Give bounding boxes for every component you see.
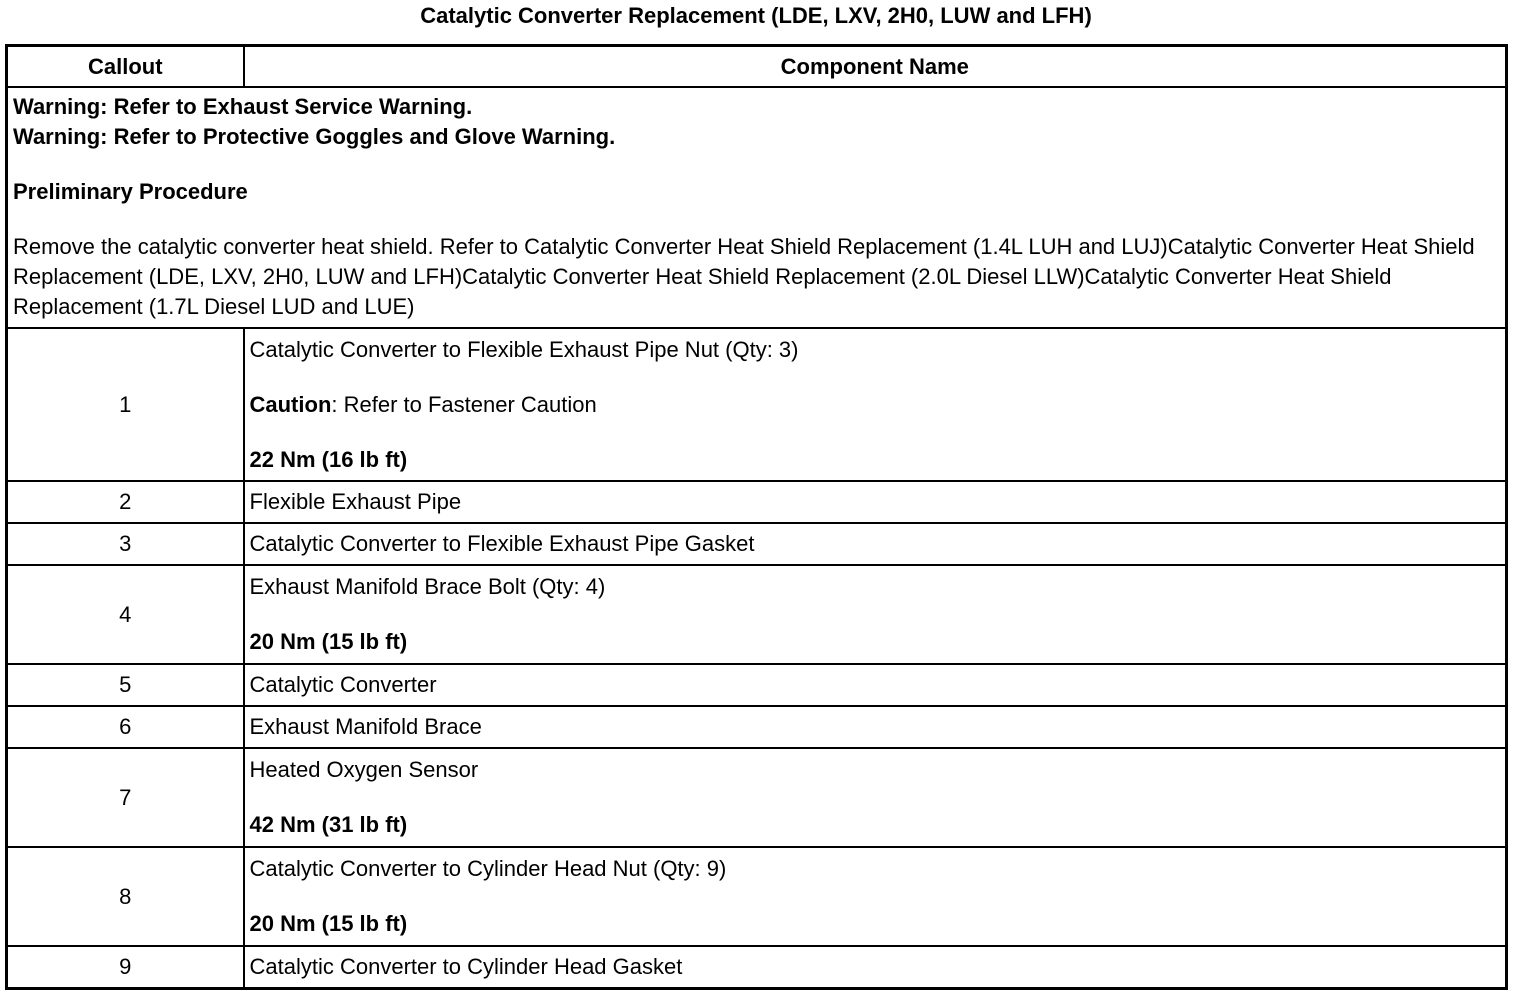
callout-number: 7	[7, 748, 244, 847]
table-header-row	[7, 46, 1507, 88]
component-name: Catalytic Converter	[244, 664, 1507, 706]
warning-goggles-glove: Warning: Refer to Protective Goggles and Glove Warning.	[13, 124, 616, 149]
callout-number: 8	[7, 847, 244, 946]
component-name	[244, 847, 1507, 946]
callout-number: 3	[7, 523, 244, 565]
header-callout: Callout	[7, 46, 244, 88]
caution-text: : Refer to Fastener Caution	[331, 392, 597, 417]
table-row	[7, 328, 1507, 481]
table-row	[7, 565, 1507, 664]
component-label: Catalytic Converter to Cylinder Head Nut (Qty: 9)	[249, 856, 727, 881]
intro-row	[7, 87, 1507, 328]
document-title: Catalytic Converter Replacement (LDE, LXV, 2H0, LUW and LFH)	[420, 3, 1092, 28]
torque-spec: 22 Nm (16 lb ft)	[249, 447, 408, 472]
table-row	[7, 481, 1507, 523]
preliminary-procedure-heading: Preliminary Procedure	[13, 179, 248, 204]
table-row	[7, 664, 1507, 706]
component-name	[244, 748, 1507, 847]
callout-number: 5	[7, 664, 244, 706]
component-name: Catalytic Converter to Flexible Exhaust Pipe Gasket	[244, 523, 1507, 565]
component-name	[244, 565, 1507, 664]
table-row	[7, 748, 1507, 847]
table-row	[7, 847, 1507, 946]
torque-spec: 20 Nm (15 lb ft)	[249, 629, 408, 654]
callout-number: 6	[7, 706, 244, 748]
component-name: Flexible Exhaust Pipe	[244, 481, 1507, 523]
callout-number: 9	[7, 946, 244, 989]
callout-number: 2	[7, 481, 244, 523]
component-label: Heated Oxygen Sensor	[249, 757, 479, 782]
component-name: Catalytic Converter to Cylinder Head Gasket	[244, 946, 1507, 989]
header-component-name: Component Name	[244, 46, 1507, 88]
preliminary-procedure-text: Remove the catalytic converter heat shield. Refer to Catalytic Converter Heat Shield Replacement (1.4L LUH and LUJ)Catalytic Converter Heat Shield Replacement (LDE, LXV, 2H0, LUW and LFH)Catalytic Converter Heat Shield Replacement (2.0L Diesel LLW)Catalytic Converter Heat Shield Replacement (1.7L Diesel LUD and LUE)	[13, 234, 1475, 319]
component-label: Exhaust Manifold Brace Bolt (Qty: 4)	[249, 574, 606, 599]
warning-exhaust-service: Warning: Refer to Exhaust Service Warning.	[13, 94, 473, 119]
caution-label: Caution	[249, 392, 332, 417]
table-row	[7, 946, 1507, 989]
component-name: Exhaust Manifold Brace	[244, 706, 1507, 748]
components-table	[5, 44, 1508, 990]
table-row	[7, 523, 1507, 565]
component-label: Catalytic Converter to Flexible Exhaust Pipe Nut (Qty: 3)	[249, 337, 799, 362]
torque-spec: 20 Nm (15 lb ft)	[249, 911, 408, 936]
intro-cell	[7, 87, 1507, 328]
callout-number: 4	[7, 565, 244, 664]
torque-spec: 42 Nm (31 lb ft)	[249, 812, 408, 837]
component-name	[244, 328, 1507, 481]
callout-number: 1	[7, 328, 244, 481]
table-row	[7, 706, 1507, 748]
caution-note	[250, 390, 1502, 420]
